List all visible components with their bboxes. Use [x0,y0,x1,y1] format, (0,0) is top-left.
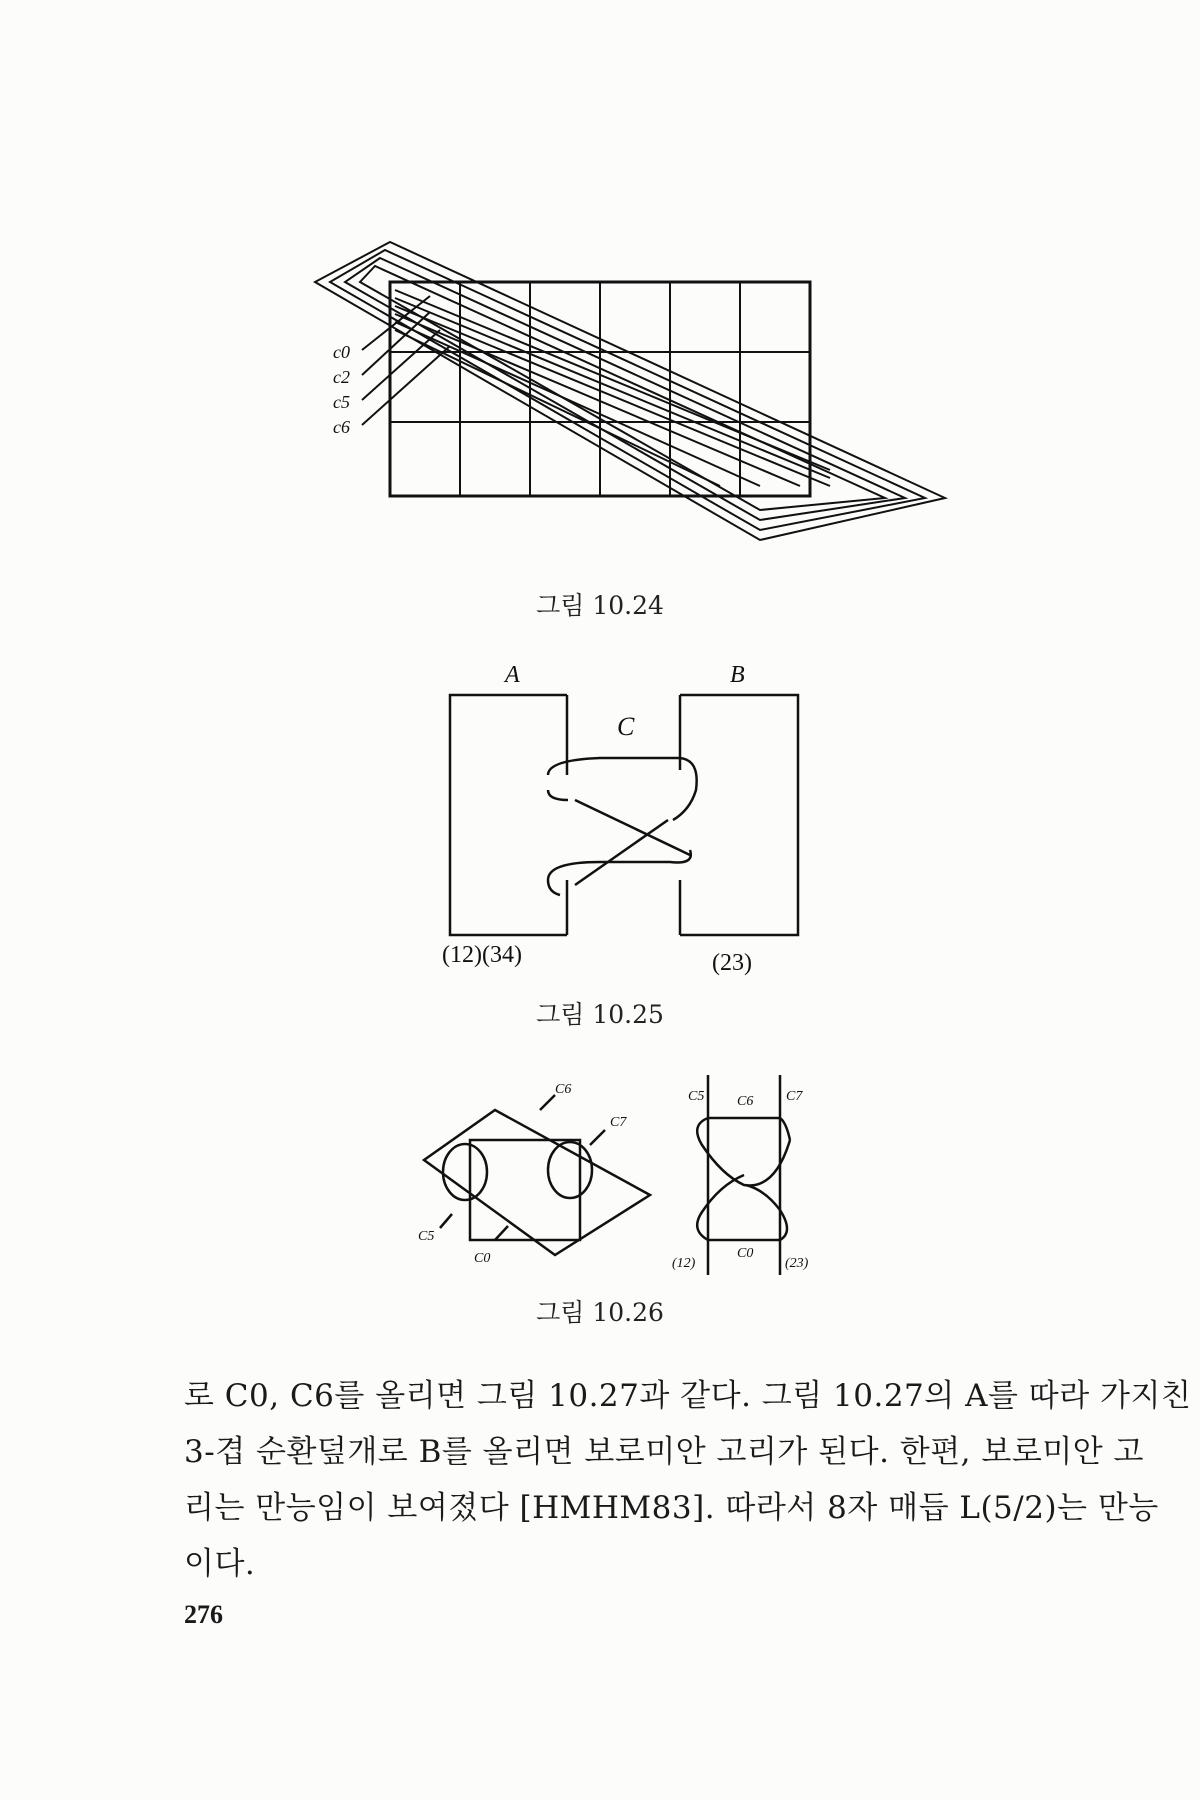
right-label-c0: C0 [737,1246,754,1261]
right-label-c7: C7 [786,1089,803,1104]
caption-10-24: 그림 10.24 [536,591,664,620]
left-label-c7: C7 [610,1115,627,1130]
left-label-c0: C0 [474,1251,491,1266]
label-perm-right: (23) [712,950,752,976]
left-label-c6: C6 [555,1082,572,1097]
label-c6: c6 [333,417,350,437]
body-line: 이다. [184,1546,256,1582]
page-number: 276 [184,1600,223,1629]
right-label-c5: C5 [688,1089,705,1104]
label-c0: c0 [333,342,350,362]
left-label-c5: C5 [418,1229,435,1244]
right-label-perm-right: (23) [785,1256,809,1271]
label-a: A [505,662,520,688]
caption-10-25: 그림 10.25 [536,1000,664,1029]
label-c2: c2 [333,367,350,387]
label-c5: c5 [333,392,350,412]
label-c: C [617,712,635,741]
right-label-c6: C6 [737,1094,754,1109]
label-perm-left: (12)(34) [442,942,522,968]
body-line: 3-겹 순환덮개로 B를 올리면 보로미안 고리가 된다. 한편, 보로미안 고 [184,1434,1144,1470]
body-line: 로 C0, C6를 올리면 그림 10.27과 같다. 그림 10.27의 A를 따라 가지친 [184,1378,1192,1414]
label-b: B [730,662,745,688]
body-text [184,1368,1192,1592]
right-label-perm-left: (12) [672,1256,696,1271]
caption-10-26: 그림 10.26 [536,1298,664,1327]
body-line: 리는 만능임이 보여졌다 [HMHM83]. 따라서 8자 매듭 L(5/2)는 만능 [184,1490,1159,1526]
